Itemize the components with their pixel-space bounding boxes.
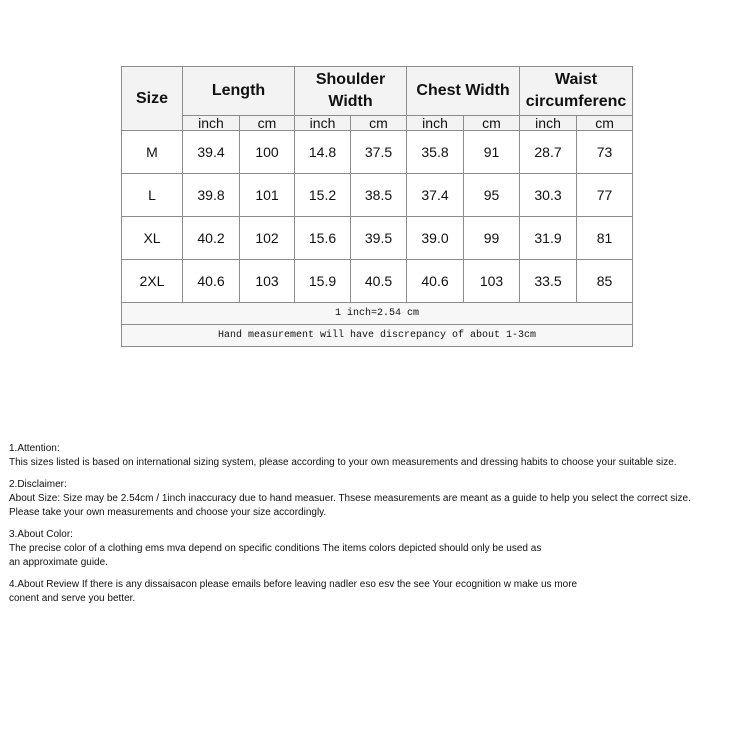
attention-text: This sizes listed is based on international sizing system, please according to your own measurements and dressing habits to choose your suitable size.	[9, 457, 677, 468]
table-row-m	[122, 131, 633, 174]
measurement-note: Hand measurement will have discrepancy of about 1-3cm	[122, 325, 633, 347]
chest-inch-cell: 35.8	[407, 131, 464, 174]
header-shoulder-width: Shoulder Width	[295, 67, 407, 116]
unit-cell: inch	[520, 116, 577, 131]
unit-cell: cm	[240, 116, 295, 131]
chest-cm-cell: 103	[464, 260, 520, 303]
about-review-text-line1: 4.About Review If there is any dissaisacon please emails before leaving nadler eso esv the see Your ecognition w make us more	[9, 579, 578, 590]
waist-cm-cell: 81	[577, 217, 633, 260]
length-cm-cell: 100	[240, 131, 295, 174]
unit-cell: inch	[407, 116, 464, 131]
about-review-text-line2: conent and serve you better.	[9, 593, 136, 604]
shoulder-inch-cell: 14.8	[295, 131, 351, 174]
shoulder-cm-cell: 39.5	[351, 217, 407, 260]
disclaimer-title: 2.Disclaimer:	[9, 479, 67, 490]
size-label: XL	[122, 217, 183, 260]
about-color-text-line2: an approximate guide.	[9, 557, 108, 568]
header-size: Size	[122, 67, 183, 131]
header-chest-width: Chest Width	[407, 67, 520, 116]
disclaimer-text-line2: Please take your own measurements and choose your size accordingly.	[9, 507, 327, 518]
length-cm-cell: 103	[240, 260, 295, 303]
about-color-title: 3.About Color:	[9, 529, 73, 540]
about-review-section	[9, 578, 747, 606]
notes-section	[9, 442, 747, 614]
waist-cm-cell: 73	[577, 131, 633, 174]
about-color-section	[9, 528, 747, 570]
chest-cm-cell: 99	[464, 217, 520, 260]
waist-inch-cell: 30.3	[520, 174, 577, 217]
shoulder-inch-cell: 15.2	[295, 174, 351, 217]
chest-inch-cell: 39.0	[407, 217, 464, 260]
length-inch-cell: 40.6	[183, 260, 240, 303]
size-label: 2XL	[122, 260, 183, 303]
size-label: M	[122, 131, 183, 174]
waist-inch-cell: 33.5	[520, 260, 577, 303]
waist-cm-cell: 85	[577, 260, 633, 303]
waist-cm-cell: 77	[577, 174, 633, 217]
unit-cell: inch	[183, 116, 240, 131]
header-waist-circumference: Waist circumferenc	[520, 67, 633, 116]
chest-cm-cell: 91	[464, 131, 520, 174]
attention-section	[9, 442, 747, 470]
shoulder-cm-cell: 38.5	[351, 174, 407, 217]
disclaimer-text-line1: About Size: Size may be 2.54cm / 1inch inaccuracy due to hand measuer. Thsese measurements are meant as a guide to help you select the correct size.	[9, 493, 691, 504]
size-label: L	[122, 174, 183, 217]
waist-inch-cell: 31.9	[520, 217, 577, 260]
table-row-l	[122, 174, 633, 217]
shoulder-inch-cell: 15.6	[295, 217, 351, 260]
chest-inch-cell: 37.4	[407, 174, 464, 217]
about-color-text-line1: The precise color of a clothing ems mva depend on specific conditions The items colors depicted should only be used as	[9, 543, 542, 554]
unit-cell: cm	[464, 116, 520, 131]
length-inch-cell: 40.2	[183, 217, 240, 260]
table-row-xl	[122, 217, 633, 260]
header-row	[122, 67, 633, 116]
length-cm-cell: 101	[240, 174, 295, 217]
unit-cell: cm	[577, 116, 633, 131]
attention-title: 1.Attention:	[9, 443, 60, 454]
waist-inch-cell: 28.7	[520, 131, 577, 174]
disclaimer-section	[9, 478, 747, 520]
unit-cell: inch	[295, 116, 351, 131]
conversion-note: 1 inch=2.54 cm	[122, 303, 633, 325]
shoulder-inch-cell: 15.9	[295, 260, 351, 303]
unit-cell: cm	[351, 116, 407, 131]
length-inch-cell: 39.4	[183, 131, 240, 174]
unit-row	[122, 116, 633, 131]
length-inch-cell: 39.8	[183, 174, 240, 217]
conversion-note-row	[122, 303, 633, 325]
shoulder-cm-cell: 40.5	[351, 260, 407, 303]
length-cm-cell: 102	[240, 217, 295, 260]
header-length: Length	[183, 67, 295, 116]
table-row-2xl	[122, 260, 633, 303]
measurement-note-row	[122, 325, 633, 347]
chest-cm-cell: 95	[464, 174, 520, 217]
size-chart-table	[121, 66, 633, 347]
shoulder-cm-cell: 37.5	[351, 131, 407, 174]
chest-inch-cell: 40.6	[407, 260, 464, 303]
